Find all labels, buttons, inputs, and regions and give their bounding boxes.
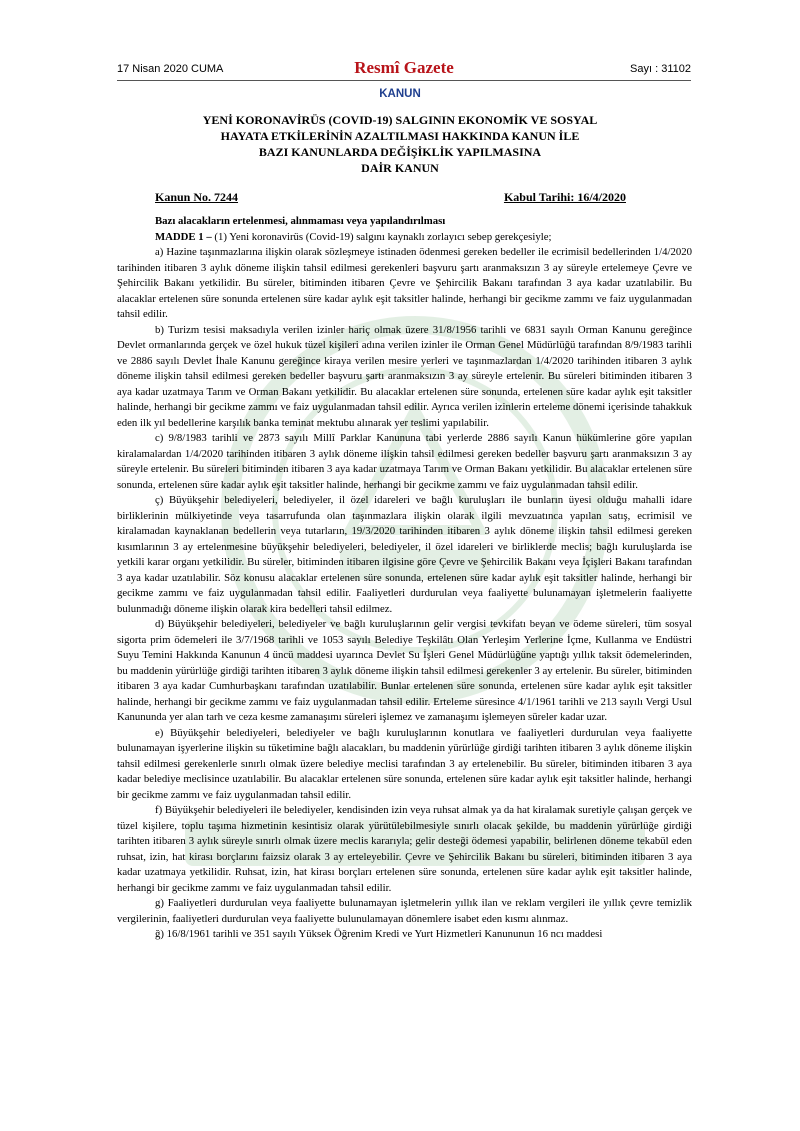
gazette-name: Resmî Gazete [354,58,454,77]
article-label: MADDE 1 – [155,230,212,243]
issue-number: Sayı : 31102 [630,63,691,75]
law-number: Kanun No. 7244 [155,190,239,204]
section-label: KANUN [379,88,421,100]
acceptance-date: Kabul Tarihi: 16/4/2020 [503,190,626,204]
paragraph-b: b) Turizm tesisi maksadıyla verilen izinler hariç olmak üzere 31/8/1956 tarihli ve 6831 sayılı Orman Kanunu gereğince Devlet ormanlarında gerçek ve özel hukuk tüzel kişileri adına verilen izinler ile Orman Genel Müdürlüğü tarafından 8/9/1983 tarihli ve 2886 sayılı Devlet İhale Kanunu gereğince kiraya verilen mesire yerleri ve taşınmazlardan 1/4/2020 tarihinden itibaren 3 aylık döneme ilişkin tahsil edilmesi gereken bedeller başvuru şartı aranmaksızın 3 ay süreyle ertelenir. Bu süreleri bitiminden itibaren 3 aya kadar uzatmaya Tarım ve Orman Bakanı yetkilidir. Bu alacaklar ertelenen süre sonunda, ertelenen süre kadar aylık eşit taksitler halinde, herhangi bir gecikme zammı ve faiz uygulanmadan tahsil edilir. Ayrıca verilen izinlerin erteleme dönemi içerisinde tahakkuk eden ilk yıl bedellerine karşılık banka teminat mektubu alınarak yer teslimi yapılabilir. [117,323,692,429]
paragraph-c-cedilla: ç) Büyükşehir belediyeleri, belediyeler, il özel idareleri ve bağlı kuruluşları ile bunların üyesi olduğu mahalli idare birliklerinin mülkiyetinde veya tasarrufunda olan taşınmazlara ilişkin olarak ilgili mevzuatınca yapılan satış, ecrimisil ve kiralamadan kaynaklanan bedellerin veya tutarların, 19/3/2020 tarihinden itibaren 3 aylık döneme ilişkin tahsil edilmesi gereken kısımlarının 3 ay ertelenmesine büyükşehir belediyeleri, belediyeler, il özel idareleri ve birliklerde meclis; bağlı kuruluşlarda ise yetkili karar organı yetkilidir. Bu süreler, bitiminden itibaren ilgisine göre Çevre ve Şehircilik Bakanı veya İçişleri Bakanı tarafından 3 aya kadar uzatılabilir. Söz konusu alacaklar ertelenen süre sonunda, ertelenen süre kadar aylık eşit taksitler halinde, herhangi bir gecikme zammı ve faiz uygulanmadan tahsil edilir. Faaliyetleri durdurulan veya faaliyette bulunamayan işletmelerin faaliyette bulunmadığı döneme ilişkin olarak kira bedelleri tahsil edilmez. [117,494,692,615]
paragraph-g: g) Faaliyetleri durdurulan veya faaliyette bulunamayan işletmelerin yıllık ilan ve reklam vergileri ile yıllık çevre temizlik vergilerinin, faaliyetleri durdurulan veya faaliyette bulunulamayan dönemlere isabet eden kısmı alınmaz. [117,897,692,925]
gazette-header [117,58,691,82]
paragraph-a: a) Hazine taşınmazlarına ilişkin olarak sözleşmeye istinaden ödenmesi gereken bedeller ile ecrimisil bedellerinden 1/4/2020 tarihinden itibaren 3 aylık döneme ilişkin tahsil edilmesi gerekenleri başvuru şartı aranmaksızın 3 ay süreyle ertelemeye Çevre ve Şehircilik Bakanı yetkilidir. Bu süreler, bitiminden itibaren Çevre ve Şehircilik Bakanı tarafından 3 aya kadar uzatılabilir. Bu alacaklar ertelenen süre sonunda ertelenen süre kadar aylık eşit taksitler halinde, herhangi bir gecikme zammı ve faiz uygulanmadan tahsil edilir. [117,246,692,320]
law-title [100,112,700,176]
paragraph-c: c) 9/8/1983 tarihli ve 2873 sayılı Millî Parklar Kanununa tabi yerlerde 2886 sayılı Kanun hükümlerine göre yapılan kiralamalardan 1/4/2020 tarihinden itibaren 3 aylık döneme ilişkin tahsil edilmesi gereken bedeller başvuru şartı aranmaksızın 3 ay süreyle ertelenir. Bu süreleri bitiminden itibaren 3 aya kadar uzatmaya Tarım ve Orman Bakanı yetkilidir. Bu alacaklar ertelenen süre sonunda, ertelenen süre kadar aylık eşit taksitler halinde, herhangi bir gecikme zammı ve faiz uygulanmadan tahsil edilir. [117,432,692,491]
law-title-line: DAİR KANUN [361,161,439,175]
law-meta [155,190,626,206]
article-heading: Bazı alacakların ertelenmesi, alınmaması veya yapılandırılması [155,215,446,227]
header-rule [117,80,691,81]
paragraph-f: f) Büyükşehir belediyeleri ile belediyeler, kendisinden izin veya ruhsat almak ya da hat kiralamak suretiyle çalışan gerçek ve tüzel kişilere, toplu taşıma hizmetinin kesintisiz olarak yürütülebilmesiyle sınırlı olacak şekilde, bu maddenin yürürlüğe girdiği tarihten itibaren 3 aylık süreyle sınırlı olmak üzere meclis kararıyla; gelir desteği ödemesi yapabilir, belirlenen döneme tekabül eden ruhsat, izin, hat kirası borçlarını faizsiz olarak 3 ay erteleyebilir. Çevre ve Şehircilik Bakanı bu süreleri, bitiminden itibaren 3 aya kadar uzatmaya yetkilidir. Ruhsat, izin, hat kirası borçları ertelenen süre sonunda, ertelenen süre kadar aylık eşit taksitler halinde, herhangi bir gecikme zammı ve faiz uygulanmadan tahsil edilir. [117,804,692,894]
article-intro [117,230,692,246]
law-body [117,214,692,943]
paragraph-d: d) Büyükşehir belediyeleri, belediyeler ve bağlı kuruluşlarının gelir vergisi tevkifatı beyan ve ödeme süreleri, tüm sosyal sigorta prim ödemeleri ile 3/7/1968 tarihli ve 1053 sayılı Belediye Teşkilâtı Olan Yerleşim Yerlerine İçme, Kullanma ve Endüstri Suyu Temini Hakkında Kanunun 4 üncü maddesi uyarınca Devlet Su İşleri Genel Müdürlüğüne yaptığı yıllık taksit ödemelerinden, bu maddenin yürürlüğe girdiği tarihten itibaren 3 aylık döneme ilişkin tahsil edilmesi gerekenler 3 ay ertelenir. Bu süreler, bitiminden itibaren 3 aya kadar Cumhurbaşkanı tarafından uzatılabilir. Bunlar ertelenen süre sonunda, ertelenen süre kadar aylık eşit taksitler halinde, herhangi bir gecikme zammı ve faiz uygulanmadan tahsil edilir. Erteleme süresince 4/1/1961 tarihli ve 213 sayılı Vergi Usul Kanununda yer alan tarh ve ceza kesme zamanaşımı süreleri işlemez ve zamanaşımı işlemeyen süreler kadar uzar. [117,618,692,723]
article-intro-text: (1) Yeni koronavirüs (Covid-19) salgını kaynaklı zorlayıcı sebep gerekçesiyle; [211,230,552,243]
law-title-line: HAYATA ETKİLERİNİN AZALTILMASI HAKKINDA KANUN İLE [220,129,580,143]
paragraph-g-breve: ğ) 16/8/1961 tarihli ve 351 sayılı Yüksek Öğrenim Kredi ve Yurt Hizmetleri Kanununun 16 ncı maddesi [155,928,603,940]
publication-date: 17 Nisan 2020 CUMA [117,63,224,75]
law-title-line: BAZI KANUNLARDA DEĞİŞİKLİK YAPILMASINA [258,145,542,159]
paragraph-e: e) Büyükşehir belediyeleri, belediyeler ve bağlı kuruluşlarının konutlara ve faaliyetleri durdurulan veya faaliyette bulunamayan işyerlerine ilişkin su tüketimine bağlı alacakları, bu maddenin yürürlüğe girdiği tarihten itibaren 3 aylık döneme ilişkin tahsil edilmesi gerekenlerle sınırlı olmak üzere belediye meclisi tarafından 3 ay ertelenebilir. Bu süreler, bitiminden itibaren 3 aya kadar belediye meclisince uzatılabilir. Bu alacaklar ertelenen süre sonunda, ertelenen süre kadar aylık eşit taksitler halinde, herhangi bir gecikme zammı ve faiz uygulanmadan tahsil edilir. [117,726,692,801]
law-title-line: YENİ KORONAVİRÜS (COVID-19) SALGININ EKONOMİK VE SOSYAL [202,113,598,127]
